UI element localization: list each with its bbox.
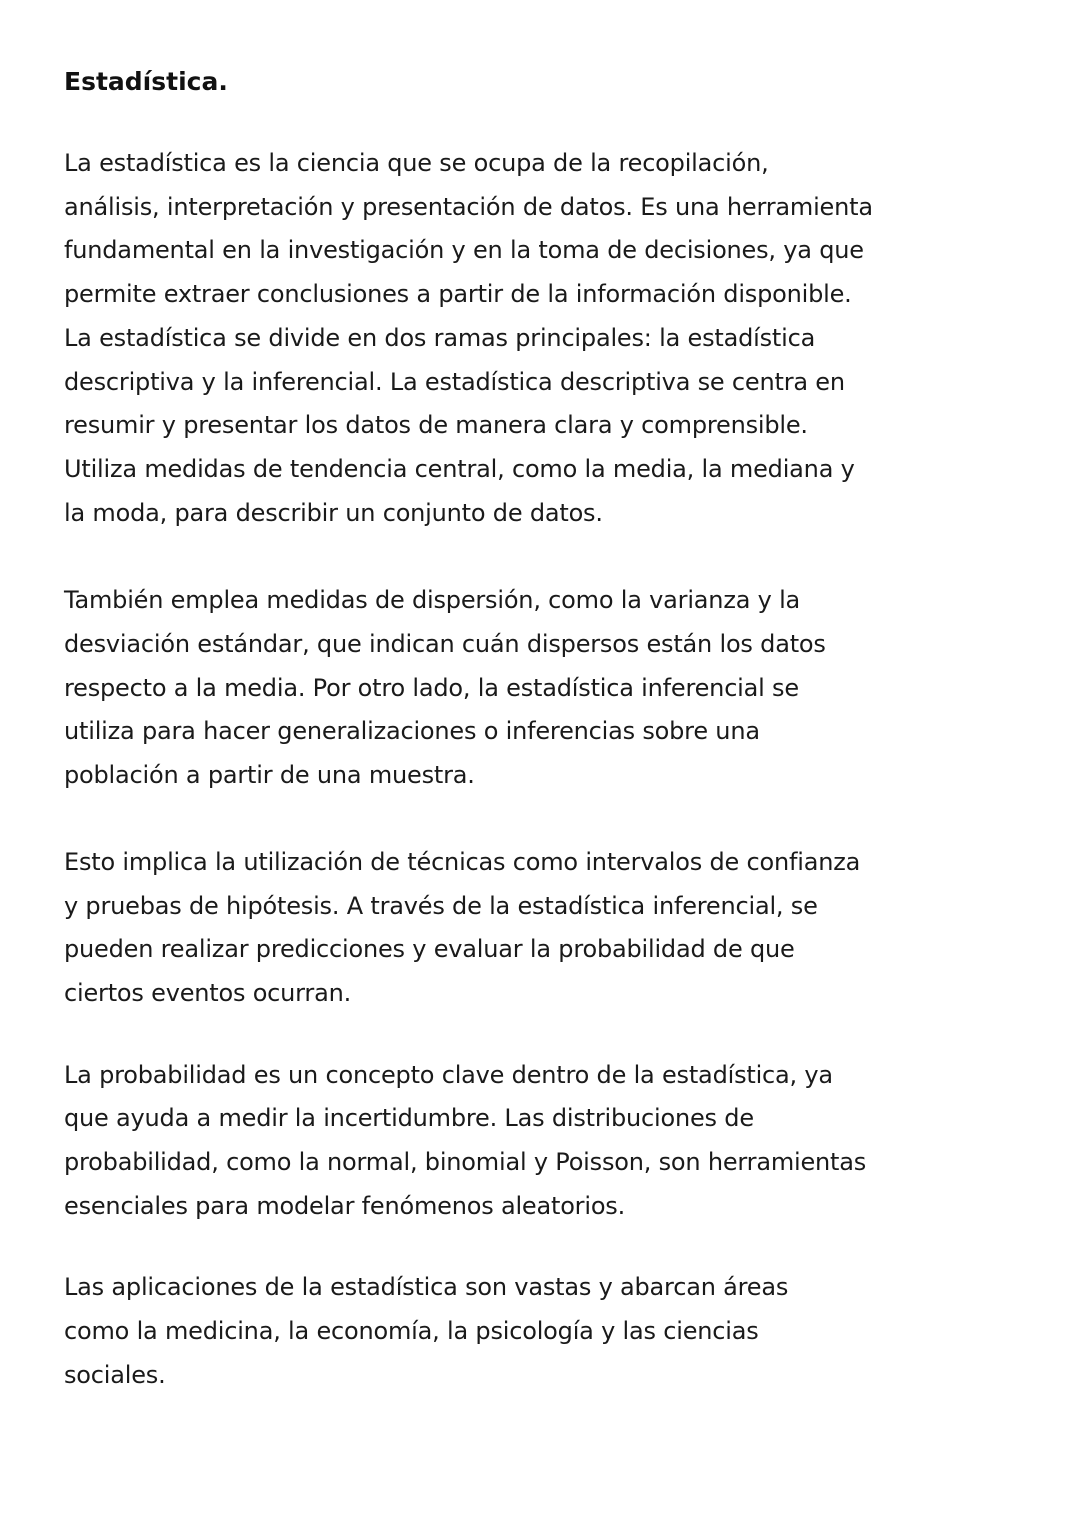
paragraph-1: [64, 142, 964, 535]
text-line: la moda, para describir un conjunto de datos.: [64, 498, 603, 527]
text-line: La estadística se divide en dos ramas principales: la estadística: [64, 323, 816, 352]
text-line: respecto a la media. Por otro lado, la estadística inferencial se: [64, 673, 799, 702]
text-line: pueden realizar predicciones y evaluar la probabilidad de que: [64, 935, 795, 964]
text-line: esenciales para modelar fenómenos aleatorios.: [64, 1191, 626, 1220]
paragraph-2: [64, 579, 964, 798]
text-line: desviación estándar, que indican cuán dispersos están los datos: [64, 630, 826, 659]
paragraph-3: [64, 841, 964, 1016]
text-line: También emplea medidas de dispersión, como la varianza y la: [64, 586, 801, 615]
paragraph-5: [64, 1266, 964, 1397]
text-line: permite extraer conclusiones a partir de la información disponible.: [64, 280, 852, 309]
text-line: ciertos eventos ocurran.: [64, 978, 352, 1007]
text-line: resumir y presentar los datos de manera clara y comprensible.: [64, 411, 808, 440]
text-line: Las aplicaciones de la estadística son vastas y abarcan áreas: [64, 1273, 789, 1302]
text-line: utiliza para hacer generalizaciones o inferencias sobre una: [64, 717, 760, 746]
text-line: Esto implica la utilización de técnicas como intervalos de confianza: [64, 847, 861, 876]
text-line: como la medicina, la economía, la psicología y las ciencias: [64, 1317, 759, 1346]
text-line: análisis, interpretación y presentación de datos. Es una herramienta: [64, 192, 873, 221]
text-line: sociales.: [64, 1360, 166, 1389]
text-line: probabilidad, como la normal, binomial y Poisson, son herramientas: [64, 1148, 867, 1177]
text-line: que ayuda a medir la incertidumbre. Las distribuciones de: [64, 1104, 754, 1133]
document-page: [64, 60, 964, 1440]
text-line: fundamental en la investigación y en la toma de decisiones, ya que: [64, 236, 864, 265]
text-line: población a partir de una muestra.: [64, 761, 475, 790]
text-line: La probabilidad es un concepto clave dentro de la estadística, ya: [64, 1060, 833, 1089]
text-line: Utiliza medidas de tendencia central, como la media, la mediana y: [64, 454, 855, 483]
text-line: y pruebas de hipótesis. A través de la estadística inferencial, se: [64, 891, 818, 920]
document-title: Estadística.: [64, 67, 228, 96]
text-line: La estadística es la ciencia que se ocupa de la recopilación,: [64, 149, 769, 177]
paragraph-4: [64, 1054, 964, 1229]
text-line: descriptiva y la inferencial. La estadística descriptiva se centra en: [64, 367, 845, 396]
